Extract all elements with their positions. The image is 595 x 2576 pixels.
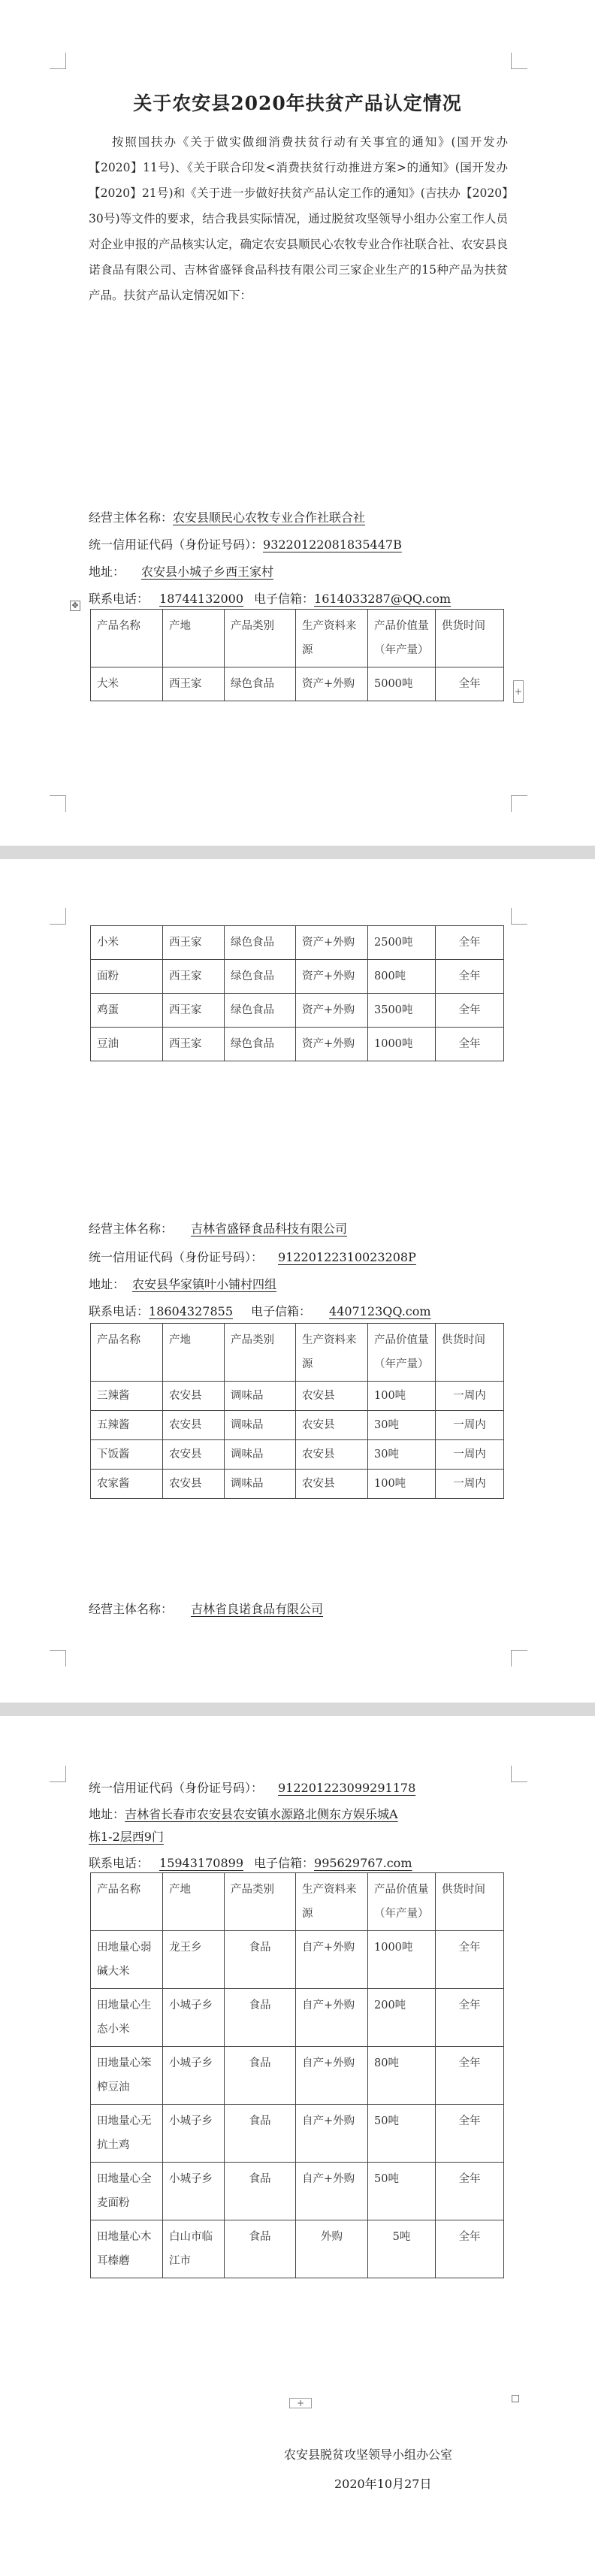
company1-address[interactable]: 农安县小城子乡西王家村 <box>141 565 274 579</box>
table-cell[interactable]: 一周内 <box>436 1470 504 1499</box>
company3-entity-line <box>89 1600 509 1619</box>
table-cell[interactable]: 资产+外购 <box>296 667 368 701</box>
header-cell[interactable]: 产品价值量（年产量） <box>368 610 436 667</box>
table-cell[interactable]: 食品 <box>225 2047 296 2105</box>
table-cell[interactable]: 800吨 <box>368 960 436 994</box>
company2-name[interactable]: 吉林省盛铎食品科技有限公司 <box>191 1221 348 1236</box>
table-cell[interactable]: 100吨 <box>368 1470 436 1499</box>
table-cell[interactable]: 2500吨 <box>368 926 436 960</box>
credit-label: 统一信用证代码（身份证号码）： <box>89 1781 264 1795</box>
table-cell[interactable]: 西王家 <box>163 960 225 994</box>
table-cell[interactable]: 农安县 <box>163 1411 225 1440</box>
table-header-row <box>91 610 504 667</box>
page-corner-mark <box>511 1650 527 1666</box>
table-cell[interactable]: 龙王乡 <box>163 1931 225 1989</box>
table-cell[interactable]: 绿色食品 <box>225 926 296 960</box>
company2-contact-line <box>89 1302 509 1321</box>
table-cell[interactable]: 白山市临江市 <box>163 2220 225 2278</box>
table-cell[interactable]: 自产+外购 <box>296 1989 368 2047</box>
table-cell[interactable]: 全年 <box>436 1931 504 1989</box>
table-cell[interactable]: 自产+外购 <box>296 2163 368 2220</box>
table-cell[interactable]: 西王家 <box>163 994 225 1028</box>
table-row <box>91 1989 504 2047</box>
company3-contact-line <box>89 1854 509 1873</box>
table-cell[interactable]: 全年 <box>436 2047 504 2105</box>
page-corner-mark <box>50 795 66 812</box>
table-cell[interactable]: 食品 <box>225 2220 296 2278</box>
company1-entity-line <box>89 508 509 528</box>
table-cell[interactable]: 一周内 <box>436 1411 504 1440</box>
document-page-2 <box>0 859 595 1703</box>
table-header-row <box>91 1873 504 1931</box>
signature-organization: 农安县脱贫攻坚领导小组办公室 <box>284 2447 453 2462</box>
company2-phone[interactable]: 18604327855 <box>149 1304 233 1318</box>
table-cell[interactable]: 50吨 <box>368 2163 436 2220</box>
table-row <box>91 2047 504 2105</box>
table-cell[interactable]: 3500吨 <box>368 994 436 1028</box>
table-cell[interactable]: 全年 <box>436 926 504 960</box>
document-title: 关于农安县2020年扶贫产品认定情况 <box>133 92 462 114</box>
table-cell[interactable]: 1000吨 <box>368 1028 436 1061</box>
company3-product-table <box>90 1872 504 2278</box>
signature-date: 2020年10月27日 <box>334 2477 432 2491</box>
phone-label: 联系电话： <box>89 1304 150 1318</box>
page-corner-mark <box>511 795 527 812</box>
table-row <box>91 1028 504 1061</box>
table-cell[interactable]: 田地量心木耳榛蘑 <box>91 2220 163 2278</box>
credit-label: 统一信用证代码（身份证号码）： <box>89 537 264 552</box>
table-cell[interactable]: 农安县 <box>296 1382 368 1411</box>
table-cell[interactable]: 西王家 <box>163 667 225 701</box>
table-cell[interactable]: 30吨 <box>368 1440 436 1470</box>
table-cell[interactable]: 小米 <box>91 926 163 960</box>
page-corner-mark <box>50 53 66 69</box>
table-cell[interactable]: 50吨 <box>368 2105 436 2163</box>
document-page-3 <box>0 1716 595 2576</box>
table-cell[interactable]: 大米 <box>91 667 163 701</box>
table-cell[interactable]: 田地量心全麦面粉 <box>91 2163 163 2220</box>
table-cell[interactable]: 80吨 <box>368 2047 436 2105</box>
table-cell[interactable]: 30吨 <box>368 1411 436 1440</box>
company1-address-line <box>89 562 509 582</box>
table-row <box>91 1470 504 1499</box>
company3-address-line1[interactable]: 吉林省长春市农安县农安镇水源路北侧东方娱乐城A <box>125 1807 398 1821</box>
company1-contact-line <box>89 589 509 609</box>
table-cell[interactable]: 西王家 <box>163 926 225 960</box>
table-row <box>91 926 504 960</box>
table-cell[interactable]: 面粉 <box>91 960 163 994</box>
table-cell[interactable]: 农安县 <box>296 1411 368 1440</box>
table-cell[interactable]: 5000吨 <box>368 667 436 701</box>
company2-product-table <box>90 1323 504 1499</box>
company3-credit[interactable]: 912201223099291178 <box>278 1781 416 1795</box>
header-cell[interactable]: 生产资料来源 <box>296 1873 368 1931</box>
company3-name[interactable]: 吉林省良诺食品有限公司 <box>191 1602 324 1616</box>
table-cell[interactable]: 一周内 <box>436 1382 504 1411</box>
table-cell[interactable]: 食品 <box>225 2105 296 2163</box>
header-cell[interactable]: 生产资料来源 <box>296 610 368 667</box>
company2-credit-line <box>89 1248 509 1267</box>
add-row-button[interactable]: + <box>289 2398 312 2408</box>
page-corner-mark <box>511 53 527 69</box>
table-cell[interactable]: 田地量心无抗土鸡 <box>91 2105 163 2163</box>
entity-label: 经营主体名称： <box>89 1602 174 1616</box>
company3-address-line-2 <box>89 1827 509 1847</box>
company2-credit[interactable]: 91220122310023208P <box>278 1250 416 1264</box>
credit-label: 统一信用证代码（身份证号码）： <box>89 1250 264 1264</box>
table-cell[interactable]: 食品 <box>225 1989 296 2047</box>
table-cell[interactable]: 绿色食品 <box>225 667 296 701</box>
table-cell[interactable]: 自产+外购 <box>296 2047 368 2105</box>
table-cell[interactable]: 鸡蛋 <box>91 994 163 1028</box>
table-move-handle-icon[interactable]: ✥ <box>70 601 80 611</box>
address-label: 地址： <box>89 1277 125 1291</box>
email-label: 电子信箱： <box>254 592 315 606</box>
table-row <box>91 1440 504 1470</box>
table-cell[interactable]: 五辣酱 <box>91 1411 163 1440</box>
table-row <box>91 2105 504 2163</box>
email-label: 电子信箱： <box>251 1304 312 1318</box>
table-cell[interactable]: 食品 <box>225 1931 296 1989</box>
header-cell[interactable]: 产品类别 <box>225 1873 296 1931</box>
table-cell[interactable]: 调味品 <box>225 1440 296 1470</box>
header-cell[interactable]: 生产资料来源 <box>296 1324 368 1382</box>
table-cell[interactable]: 西王家 <box>163 1028 225 1061</box>
company3-phone[interactable]: 15943170899 <box>159 1856 243 1870</box>
document-page-1 <box>0 0 595 846</box>
table-resize-handle[interactable] <box>512 2395 519 2402</box>
table-row <box>91 960 504 994</box>
table-row <box>91 2163 504 2220</box>
table-cell[interactable]: 全年 <box>436 994 504 1028</box>
table-cell[interactable]: 三辣酱 <box>91 1382 163 1411</box>
header-cell[interactable]: 供货时间 <box>436 1324 504 1382</box>
intro-paragraph: 按照国扶办《关于做实做细消费扶贫行动有关事宜的通知》(国开发办【2020】11号)、《关于联合印发<消费扶贫行动推进方案>的通知》(国开发办【2020】21号)和《关于进一步做好扶贫产品认定工作的通知》(吉扶办【2020】30号)等文件的要求，结合我县实际情况，通过脱贫攻坚领导小组办公室工作人员对企业申报的产品核实认定，确定农安县顺民心农牧专业合作社联合社、农安县良诺食品有限公司、吉林省盛铎食品科技有限公司三家企业生产的15种产品为扶贫产品。扶贫产品认定情况如下： <box>89 135 509 302</box>
company1-email[interactable]: 1614033287@QQ.com <box>314 592 452 606</box>
table-cell[interactable]: 农安县 <box>163 1440 225 1470</box>
company1-product-table-continued <box>90 925 504 1061</box>
company3-email[interactable]: 995629767.com <box>314 1856 412 1870</box>
header-cell[interactable]: 产品类别 <box>225 610 296 667</box>
table-cell[interactable]: 资产+外购 <box>296 926 368 960</box>
email-label: 电子信箱： <box>254 1856 315 1870</box>
table-cell[interactable]: 一周内 <box>436 1440 504 1470</box>
table-cell[interactable]: 全年 <box>436 1989 504 2047</box>
table-cell[interactable]: 绿色食品 <box>225 1028 296 1061</box>
table-cell[interactable]: 1000吨 <box>368 1931 436 1989</box>
table-cell[interactable]: 自产+外购 <box>296 2105 368 2163</box>
table-cell[interactable]: 资产+外购 <box>296 1028 368 1061</box>
address-label: 地址： <box>89 1807 125 1821</box>
company1-product-table <box>90 609 504 701</box>
header-cell[interactable]: 产品名称 <box>91 610 163 667</box>
phone-label: 联系电话： <box>89 592 150 606</box>
header-cell[interactable]: 产品名称 <box>91 1873 163 1931</box>
table-cell[interactable]: 农安县 <box>163 1382 225 1411</box>
header-cell[interactable]: 产地 <box>163 1324 225 1382</box>
table-cell[interactable]: 全年 <box>436 2163 504 2220</box>
table-cell[interactable]: 调味品 <box>225 1411 296 1440</box>
table-row <box>91 1411 504 1440</box>
table-cell[interactable]: 农安县 <box>163 1470 225 1499</box>
table-cell[interactable]: 自产+外购 <box>296 1931 368 1989</box>
table-cell[interactable]: 绿色食品 <box>225 960 296 994</box>
table-row <box>91 2220 504 2278</box>
table-row <box>91 1382 504 1411</box>
table-cell[interactable]: 田地量心弱碱大米 <box>91 1931 163 1989</box>
entity-label: 经营主体名称： <box>89 510 174 525</box>
table-cell[interactable]: 绿色食品 <box>225 994 296 1028</box>
company3-credit-line <box>89 1778 509 1798</box>
page-corner-mark <box>511 1766 527 1782</box>
table-cell[interactable]: 200吨 <box>368 1989 436 2047</box>
table-cell[interactable]: 全年 <box>436 960 504 994</box>
table-cell[interactable]: 调味品 <box>225 1470 296 1499</box>
table-cell[interactable]: 食品 <box>225 2163 296 2220</box>
table-row <box>91 667 504 701</box>
company1-name[interactable]: 农安县顺民心农牧专业合作社联合社 <box>173 510 366 525</box>
add-column-button[interactable]: + <box>513 680 524 703</box>
table-cell[interactable]: 农安县 <box>296 1470 368 1499</box>
header-cell[interactable]: 产品价值量（年产量） <box>368 1324 436 1382</box>
address-label: 地址： <box>89 565 125 579</box>
phone-label: 联系电话： <box>89 1856 150 1870</box>
company2-address-line <box>89 1275 509 1294</box>
header-cell[interactable]: 产品类别 <box>225 1324 296 1382</box>
table-cell[interactable]: 全年 <box>436 1028 504 1061</box>
table-cell[interactable]: 农家酱 <box>91 1470 163 1499</box>
table-row <box>91 994 504 1028</box>
table-cell[interactable]: 下饭酱 <box>91 1440 163 1470</box>
table-cell[interactable]: 调味品 <box>225 1382 296 1411</box>
table-cell[interactable]: 小城子乡 <box>163 2163 225 2220</box>
page-corner-mark <box>50 1766 66 1782</box>
company1-credit-line <box>89 535 509 555</box>
table-cell[interactable]: 小城子乡 <box>163 2047 225 2105</box>
header-cell[interactable]: 产地 <box>163 1873 225 1931</box>
entity-label: 经营主体名称： <box>89 1221 174 1236</box>
header-cell[interactable]: 产品名称 <box>91 1324 163 1382</box>
table-cell[interactable]: 全年 <box>436 2105 504 2163</box>
page-corner-mark <box>50 908 66 925</box>
page-corner-mark <box>50 1650 66 1666</box>
table-row <box>91 1931 504 1989</box>
company2-address[interactable]: 农安县华家镇叶小铺村四组 <box>132 1277 277 1291</box>
company2-email[interactable]: 4407123QQ.com <box>329 1304 431 1318</box>
table-cell[interactable]: 全年 <box>436 2220 504 2278</box>
table-cell[interactable]: 全年 <box>436 667 504 701</box>
table-cell[interactable]: 100吨 <box>368 1382 436 1411</box>
table-cell[interactable]: 资产+外购 <box>296 960 368 994</box>
company3-address-line2[interactable]: 栋1-2层西9门 <box>89 1830 164 1844</box>
header-cell[interactable]: 产地 <box>163 610 225 667</box>
company1-phone[interactable]: 18744132000 <box>159 592 243 606</box>
header-cell[interactable]: 供货时间 <box>436 610 504 667</box>
table-cell[interactable]: 豆油 <box>91 1028 163 1061</box>
header-cell[interactable]: 产品价值量（年产量） <box>368 1873 436 1931</box>
company2-entity-line <box>89 1219 509 1239</box>
company3-address-line <box>89 1805 509 1824</box>
table-cell[interactable]: 农安县 <box>296 1440 368 1470</box>
table-cell[interactable]: 田地量心生态小米 <box>91 1989 163 2047</box>
table-cell[interactable]: 外购 <box>296 2220 368 2278</box>
table-cell[interactable]: 小城子乡 <box>163 2105 225 2163</box>
table-cell[interactable]: 田地量心笨榨豆油 <box>91 2047 163 2105</box>
header-cell[interactable]: 供货时间 <box>436 1873 504 1931</box>
table-cell[interactable]: 5吨 <box>368 2220 436 2278</box>
page-corner-mark <box>511 908 527 925</box>
table-cell[interactable]: 小城子乡 <box>163 1989 225 2047</box>
table-cell[interactable]: 资产+外购 <box>296 994 368 1028</box>
company1-credit[interactable]: 93220122081835447B <box>263 537 402 552</box>
table-header-row <box>91 1324 504 1382</box>
